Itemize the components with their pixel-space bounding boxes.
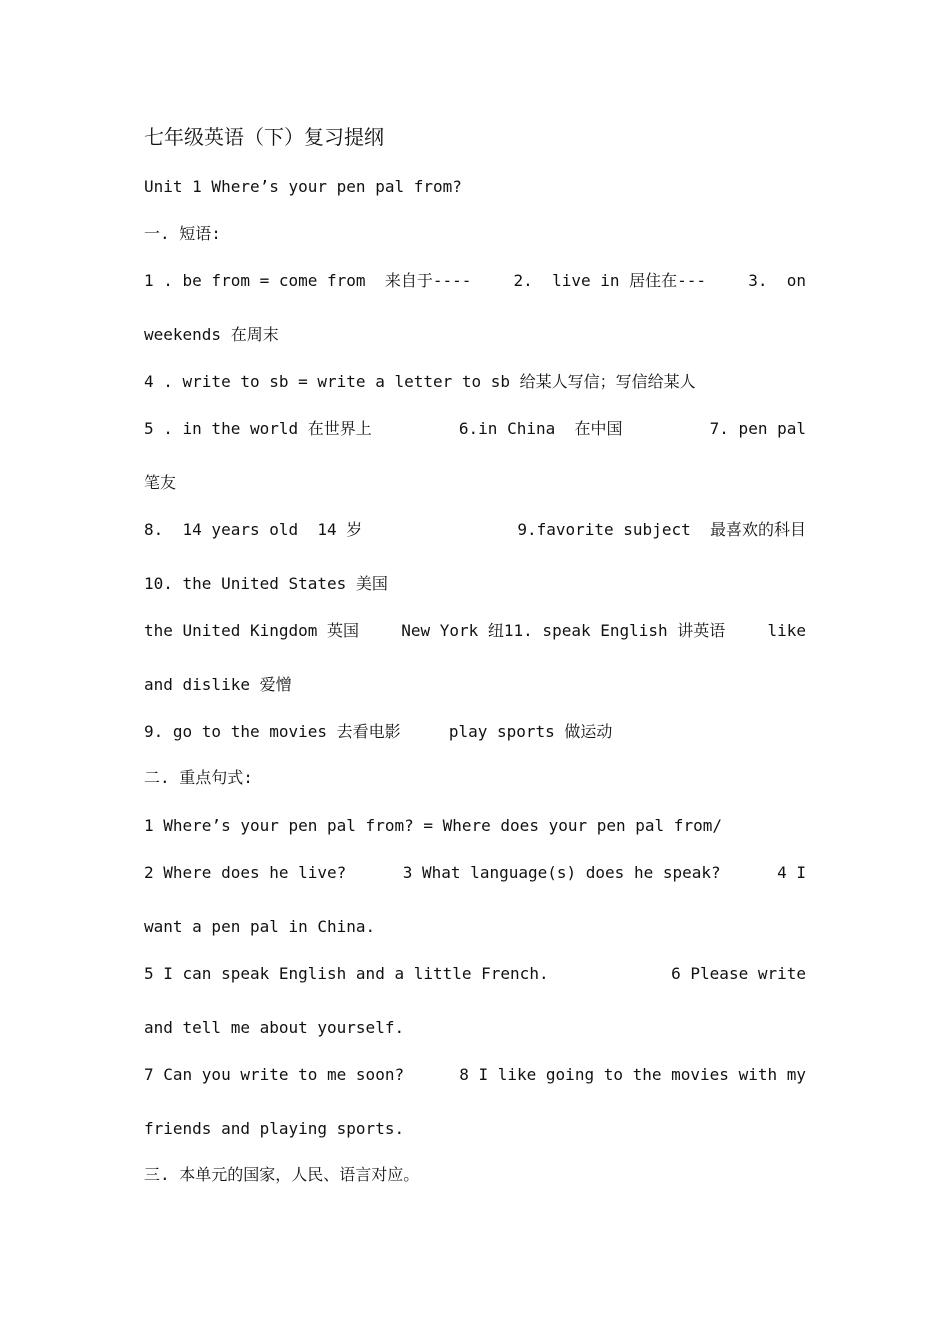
phrase-text: like bbox=[767, 621, 806, 640]
sentence-text: 6 Please write bbox=[671, 964, 806, 983]
sentence-line: want a pen pal in China. bbox=[144, 917, 376, 936]
phrase-text: 7. pen pal bbox=[709, 419, 806, 438]
sentence-text: 3 What language(s) does he speak? bbox=[402, 863, 721, 882]
phrase-line bbox=[144, 270, 806, 292]
sentence-text: 5 I can speak English and a little French. bbox=[144, 964, 549, 983]
phrase-text: New York 纽11. speak English 讲英语 bbox=[401, 621, 726, 640]
phrase-line: and dislike 爱憎 bbox=[144, 675, 292, 694]
sentence-line: friends and playing sports. bbox=[144, 1119, 405, 1138]
sentence-text: 7 Can you write to me soon? bbox=[144, 1065, 405, 1084]
phrase-text: 6.in China 在中国 bbox=[458, 419, 623, 438]
unit-heading: Unit 1 Where’s your pen pal from? bbox=[144, 177, 462, 196]
phrase-line: 笔友 bbox=[144, 473, 177, 492]
phrase-text: 2. live in 居住在--- bbox=[513, 271, 707, 290]
phrase-line: 9. go to the movies 去看电影 play sports 做运动 bbox=[144, 722, 613, 741]
sentence-text: 4 I bbox=[777, 863, 806, 882]
sentence-line bbox=[144, 862, 806, 884]
section-heading-phrases: 一. 短语: bbox=[144, 224, 221, 243]
document-title: 七年级英语（下）复习提纲 bbox=[144, 125, 384, 149]
sentence-line: and tell me about yourself. bbox=[144, 1018, 405, 1037]
sentence-text: 8 I like going to the movies with my bbox=[459, 1065, 806, 1084]
sentence-line: 1 Where’s your pen pal from? = Where does your pen pal from/ bbox=[144, 816, 722, 835]
phrase-line bbox=[144, 519, 806, 541]
phrase-line: 4 . write to sb = write a letter to sb 给某人写信；写信给某人 bbox=[144, 372, 696, 391]
section-heading-countries: 三. 本单元的国家，人民、语言对应。 bbox=[144, 1165, 420, 1184]
sentence-line bbox=[144, 1064, 806, 1086]
phrase-text: the United Kingdom 英国 bbox=[144, 621, 360, 640]
phrase-line bbox=[144, 620, 806, 642]
sentence-text: 2 Where does he live? bbox=[144, 863, 347, 882]
phrase-line bbox=[144, 418, 806, 440]
sentence-line bbox=[144, 963, 806, 985]
phrase-line: 10. the United States 美国 bbox=[144, 574, 388, 593]
phrase-text: 9.favorite subject 最喜欢的科目 bbox=[517, 520, 806, 539]
phrase-line: weekends 在周末 bbox=[144, 325, 279, 344]
phrase-text: 8. 14 years old 14 岁 bbox=[144, 520, 363, 539]
section-heading-sentences: 二. 重点句式: bbox=[144, 768, 253, 787]
phrase-text: 3. on bbox=[748, 271, 806, 290]
phrase-text: 5 . in the world 在世界上 bbox=[144, 419, 372, 438]
phrase-text: 1 . be from = come from 来自于---- bbox=[144, 271, 472, 290]
